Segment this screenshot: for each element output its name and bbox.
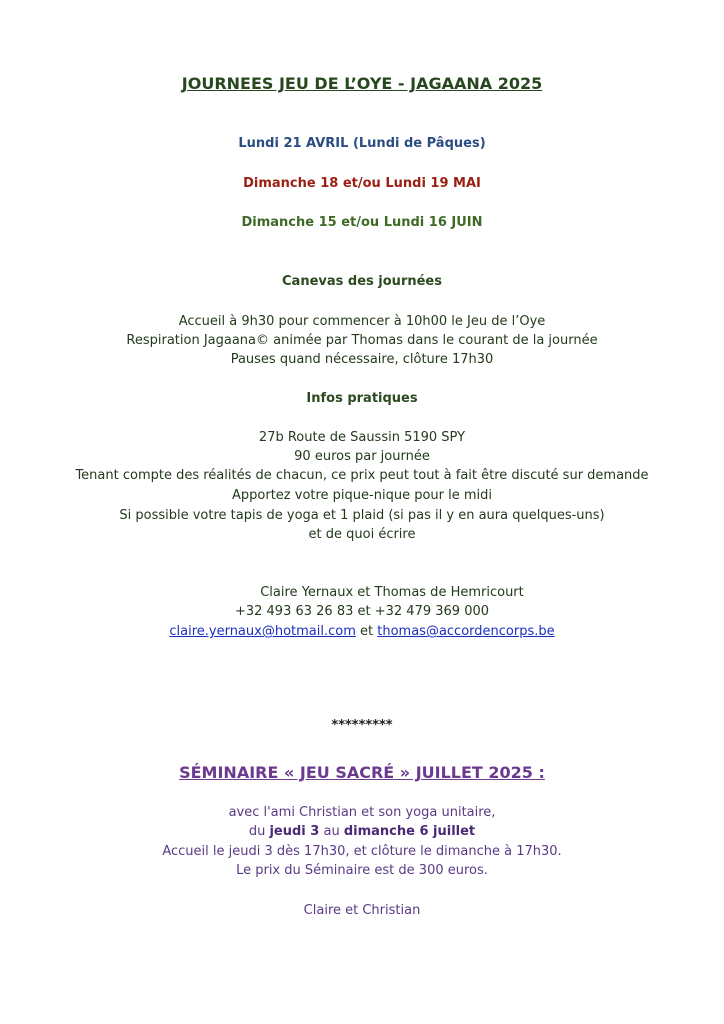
- seminar-line: avec l'ami Christian et son yoga unitaire,: [228, 805, 496, 820]
- contact-phones: +32 493 63 26 83 et +32 479 369 000: [234, 604, 490, 619]
- infos-line: Apportez votre pique-nique pour le midi: [232, 488, 492, 503]
- infos-line: 90 euros par journée: [294, 449, 430, 464]
- infos-line: et de quoi écrire: [308, 527, 416, 542]
- seminar-end-date: dimanche 6 juillet: [343, 824, 476, 839]
- canevas-line: Respiration Jagaana© animée par Thomas dans le courant de la journée: [126, 333, 598, 348]
- email-separator: et: [355, 624, 378, 639]
- seminar-line: Le prix du Séminaire est de 300 euros.: [236, 863, 488, 878]
- contact-names: Claire Yernaux et Thomas de Hemricourt: [260, 585, 524, 600]
- seminar-du: du: [248, 824, 270, 839]
- canevas-heading: Canevas des journées: [282, 274, 442, 289]
- date-april: Lundi 21 AVRIL (Lundi de Pâques): [238, 136, 486, 151]
- seminar-start-date: jeudi 3: [269, 824, 320, 839]
- infos-heading: Infos pratiques: [306, 391, 418, 406]
- date-may: Dimanche 18 et/ou Lundi 19 MAI: [243, 176, 481, 191]
- email-link-claire[interactable]: claire.yernaux@hotmail.com: [169, 624, 356, 639]
- seminar-title: SÉMINAIRE « JEU SACRÉ » JUILLET 2025 :: [179, 763, 545, 782]
- contact-emails: [0, 622, 724, 642]
- canevas-line: Pauses quand nécessaire, clôture 17h30: [230, 352, 494, 367]
- page-title: JOURNEES JEU DE L’OYE - JAGAANA 2025: [181, 74, 543, 93]
- separator-stars: *********: [331, 718, 393, 733]
- seminar-au: au: [319, 824, 344, 839]
- seminar-dates: [0, 822, 724, 842]
- infos-line: Si possible votre tapis de yoga et 1 plaid (si pas il y en aura quelques-uns): [119, 508, 605, 523]
- infos-line: Tenant compte des réalités de chacun, ce prix peut tout à fait être discuté sur demande: [75, 468, 649, 483]
- seminar-line: Accueil le jeudi 3 dès 17h30, et clôture le dimanche à 17h30.: [162, 844, 562, 859]
- canevas-line: Accueil à 9h30 pour commencer à 10h00 le Jeu de l’Oye: [178, 314, 546, 329]
- infos-line: 27b Route de Saussin 5190 SPY: [258, 430, 466, 445]
- email-link-thomas[interactable]: thomas@accordencorps.be: [377, 624, 555, 639]
- date-june: Dimanche 15 et/ou Lundi 16 JUIN: [241, 215, 483, 230]
- seminar-signature: Claire et Christian: [303, 903, 421, 918]
